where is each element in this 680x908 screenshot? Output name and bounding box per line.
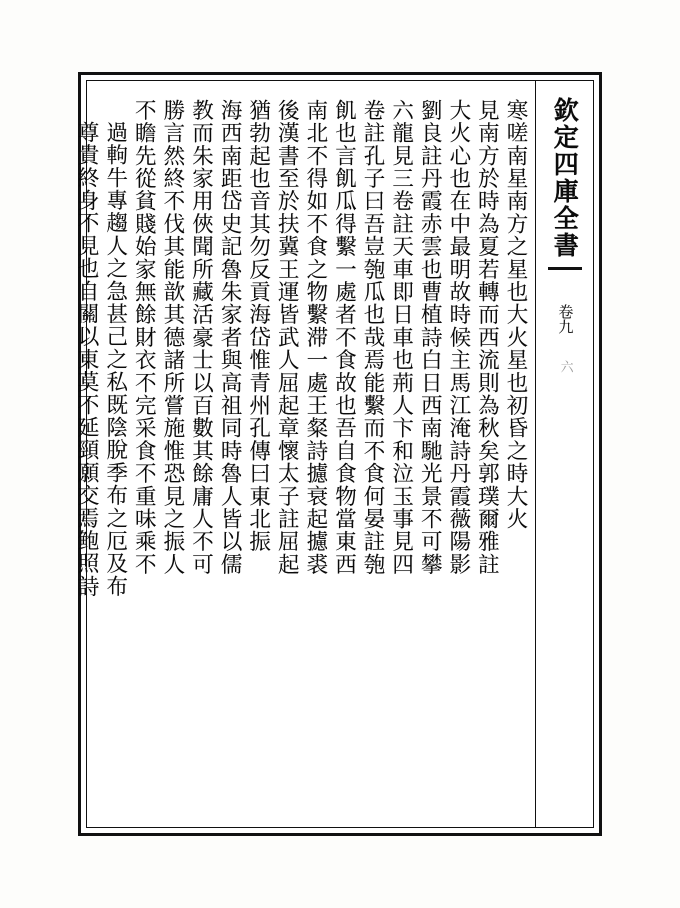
text-column: 勝言然終不伐其能歆其德諸所嘗施惟恐見之振人 bbox=[159, 99, 185, 576]
text-column: 海西南距岱史記魯朱家者與高祖同時魯人皆以儒 bbox=[217, 99, 243, 576]
volume-label: 卷九 bbox=[556, 304, 575, 334]
text-column: 南北不得如不食之物繫滞一處王粲詩攄衰起攄裘 bbox=[302, 99, 328, 576]
text-column: 後漢書至於扶冀王運皆武人屈起章懷太子註屈起 bbox=[274, 99, 300, 576]
text-column: 劉良註丹霞赤雲也曹植詩白日西南馳光景不可攀 bbox=[417, 99, 443, 576]
text-column: 見南方於時為夏若轉而西流則為秋矣郭璞爾雅註 bbox=[474, 99, 500, 576]
book-title: 欽定四庫全書 bbox=[550, 97, 580, 259]
center-banner bbox=[535, 81, 593, 827]
text-column: 過軥牛專趨人之急甚己之私既陰脫季布之厄及布 bbox=[102, 121, 128, 598]
banner-divider bbox=[548, 267, 582, 270]
text-column: 飢也言飢瓜得繫一處者不食故也吾自食物當東西 bbox=[331, 99, 357, 576]
text-column: 寒嗟南星南方之星也大火星也初昏之時大火 bbox=[503, 99, 528, 531]
text-column: 六龍見三卷註天車即日車也荊人卞和泣玉事見四 bbox=[388, 99, 414, 576]
page-mark: 六 bbox=[557, 360, 573, 373]
woodblock-frame bbox=[74, 72, 602, 836]
text-column: 不瞻先從貧賤始家無餘財衣不完采食不重味乘不 bbox=[131, 99, 157, 576]
text-column: 大火心也在中最明故時候主馬江淹詩丹霞薇陽影 bbox=[445, 99, 471, 576]
text-column: 教而朱家用俠聞所藏活豪士以百數其餘庸人不可 bbox=[188, 99, 214, 576]
vertical-text-area bbox=[74, 83, 533, 825]
text-column: 猶勃起也音其勿反貢海岱惟青州孔傳曰東北振 bbox=[245, 99, 271, 553]
text-column: 尊貴終身不見也自關以東莫不延頸願交焉鲍照詩 bbox=[74, 121, 100, 598]
text-column: 卷註孔子曰吾豈匏瓜也哉焉能繫而不食何晏註匏 bbox=[360, 99, 386, 576]
